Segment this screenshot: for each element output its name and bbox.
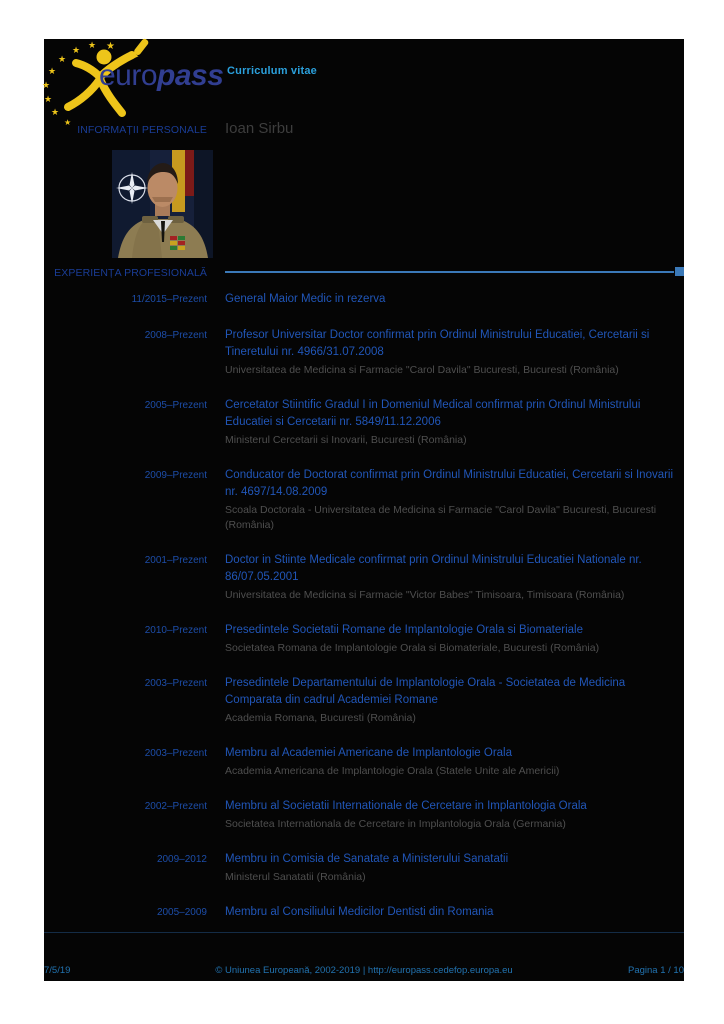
experience-entry bbox=[44, 327, 675, 378]
experience-entry bbox=[44, 798, 675, 832]
footer bbox=[44, 965, 684, 981]
entry-body bbox=[225, 675, 675, 726]
doc-type-label: Curriculum vitae bbox=[227, 65, 318, 77]
footer-copyright: © Uniunea Europeană, 2002-2019 | http://europass.cedefop.europa.eu bbox=[215, 965, 513, 976]
entry-period: 2003–Prezent bbox=[144, 678, 207, 689]
experience-entry bbox=[44, 397, 675, 448]
entry-period: 11/2015–Prezent bbox=[131, 294, 207, 305]
entry-body bbox=[225, 467, 675, 533]
entry-title: Profesor Universitar Doctor confirmat prin Ordinul Ministrului Educatiei, Cercetarii si Tineretului nr. 4966/31.07.2008 bbox=[225, 329, 650, 358]
entry-period: 2003–Prezent bbox=[144, 748, 207, 759]
experience-entry bbox=[44, 552, 675, 603]
footer-rule bbox=[44, 932, 684, 933]
svg-text:★: ★ bbox=[72, 46, 81, 56]
entry-org: Universitatea de Medicina si Farmacie "Carol Davila" Bucuresti, Bucuresti (România) bbox=[225, 364, 619, 376]
svg-text:★: ★ bbox=[88, 41, 97, 51]
entry-body bbox=[225, 851, 675, 885]
svg-text:★: ★ bbox=[106, 41, 115, 52]
entry-title: Membru al Societatii Internationale de Cercetare in Implantologia Orala bbox=[225, 800, 587, 812]
svg-text:★: ★ bbox=[51, 108, 60, 118]
experience-entry bbox=[44, 291, 675, 308]
svg-text:★: ★ bbox=[58, 55, 67, 65]
wordmark-euro: euro bbox=[99, 59, 158, 92]
experience-entry bbox=[44, 675, 675, 726]
section-rule bbox=[225, 271, 674, 273]
entry-period: 2005–Prezent bbox=[144, 400, 207, 411]
entry-org: Societatea Romana de Implantologie Orala si Biomateriale, Bucuresti (România) bbox=[225, 642, 600, 654]
entry-body bbox=[225, 327, 675, 378]
entry-body bbox=[225, 798, 675, 832]
entry-body bbox=[225, 745, 675, 779]
entry-org: Ministerul Sanatatii (România) bbox=[225, 871, 366, 883]
experience-entry bbox=[44, 467, 675, 533]
entry-period: 2005–2009 bbox=[156, 907, 207, 918]
entry-title: Membru al Academiei Americane de Implantologie Orala bbox=[225, 747, 513, 759]
entry-period: 2002–Prezent bbox=[144, 801, 207, 812]
experience-list bbox=[44, 291, 675, 940]
wordmark-pass: pass bbox=[157, 59, 224, 92]
experience-entry bbox=[44, 904, 675, 921]
personal-section-label: INFORMAȚII PERSONALE bbox=[77, 124, 207, 136]
experience-section-label: EXPERIENȚA PROFESIONALĂ bbox=[54, 267, 207, 279]
entry-title: Membru al Consiliului Medicilor Dentisti din Romania bbox=[225, 906, 494, 918]
entry-body bbox=[225, 552, 675, 603]
entry-org: Academia Romana, Bucuresti (România) bbox=[225, 712, 416, 724]
entry-body bbox=[225, 397, 675, 448]
entry-period: 2010–Prezent bbox=[144, 625, 207, 636]
entry-title: Conducator de Doctorat confirmat prin Ordinul Ministrului Educatiei, Cercetarii si Inovarii nr. 4697/14.08.2009 bbox=[225, 469, 674, 498]
entry-title: Cercetator Stiintific Gradul I in Domeniul Medical confirmat prin Ordinul Ministrului Educatiei si Cercetarii nr. 5849/11.12.2006 bbox=[225, 399, 641, 428]
footer-page-number: Pagina 1 / 10 bbox=[628, 965, 684, 976]
svg-text:★: ★ bbox=[44, 95, 53, 105]
experience-entry bbox=[44, 745, 675, 779]
europass-wordmark bbox=[99, 59, 223, 93]
entry-org: Academia Americana de Implantologie Orala (Statele Unite ale Americii) bbox=[225, 765, 560, 777]
entry-body bbox=[225, 291, 675, 308]
entry-title: General Maior Medic in rezerva bbox=[225, 293, 386, 305]
entry-period: 2001–Prezent bbox=[144, 555, 207, 566]
entry-title: Presedintele Societatii Romane de Implantologie Orala si Biomateriale bbox=[225, 624, 583, 636]
entry-org: Scoala Doctorala - Universitatea de Medicina si Farmacie "Carol Davila" Bucuresti, Bucuresti (România) bbox=[225, 504, 657, 531]
entry-title: Membru in Comisia de Sanatate a Ministerului Sanatatii bbox=[225, 853, 509, 865]
entry-period: 2009–Prezent bbox=[144, 470, 207, 481]
entry-org: Ministerul Cercetarii si Inovarii, Bucuresti (România) bbox=[225, 434, 467, 446]
experience-entry bbox=[44, 851, 675, 885]
cv-page bbox=[44, 39, 684, 981]
entry-title: Presedintele Departamentului de Implantologie Orala - Societatea de Medicina Comparata din cadrul Academiei Romane bbox=[225, 677, 626, 706]
svg-text:★: ★ bbox=[64, 118, 72, 127]
person-name: Ioan Sirbu bbox=[225, 120, 294, 137]
footer-date: 7/5/19 bbox=[44, 965, 71, 976]
entry-body bbox=[225, 622, 675, 656]
experience-entry bbox=[44, 622, 675, 656]
entry-body bbox=[225, 904, 675, 921]
entry-title: Doctor in Stiinte Medicale confirmat prin Ordinul Ministrului Educatiei Nationale nr. 86/07.05.2001 bbox=[225, 554, 642, 583]
entry-org: Societatea Internationala de Cercetare in Implantologia Orala (Germania) bbox=[225, 818, 566, 830]
entry-period: 2008–Prezent bbox=[144, 330, 207, 341]
portrait-photo bbox=[112, 150, 213, 258]
entry-org: Universitatea de Medicina si Farmacie "Victor Babes" Timisoara, Timisoara (România) bbox=[225, 589, 625, 601]
svg-text:★: ★ bbox=[48, 67, 57, 77]
section-rule-square bbox=[675, 267, 684, 276]
svg-text:★: ★ bbox=[42, 81, 51, 91]
entry-period: 2009–2012 bbox=[156, 854, 207, 865]
